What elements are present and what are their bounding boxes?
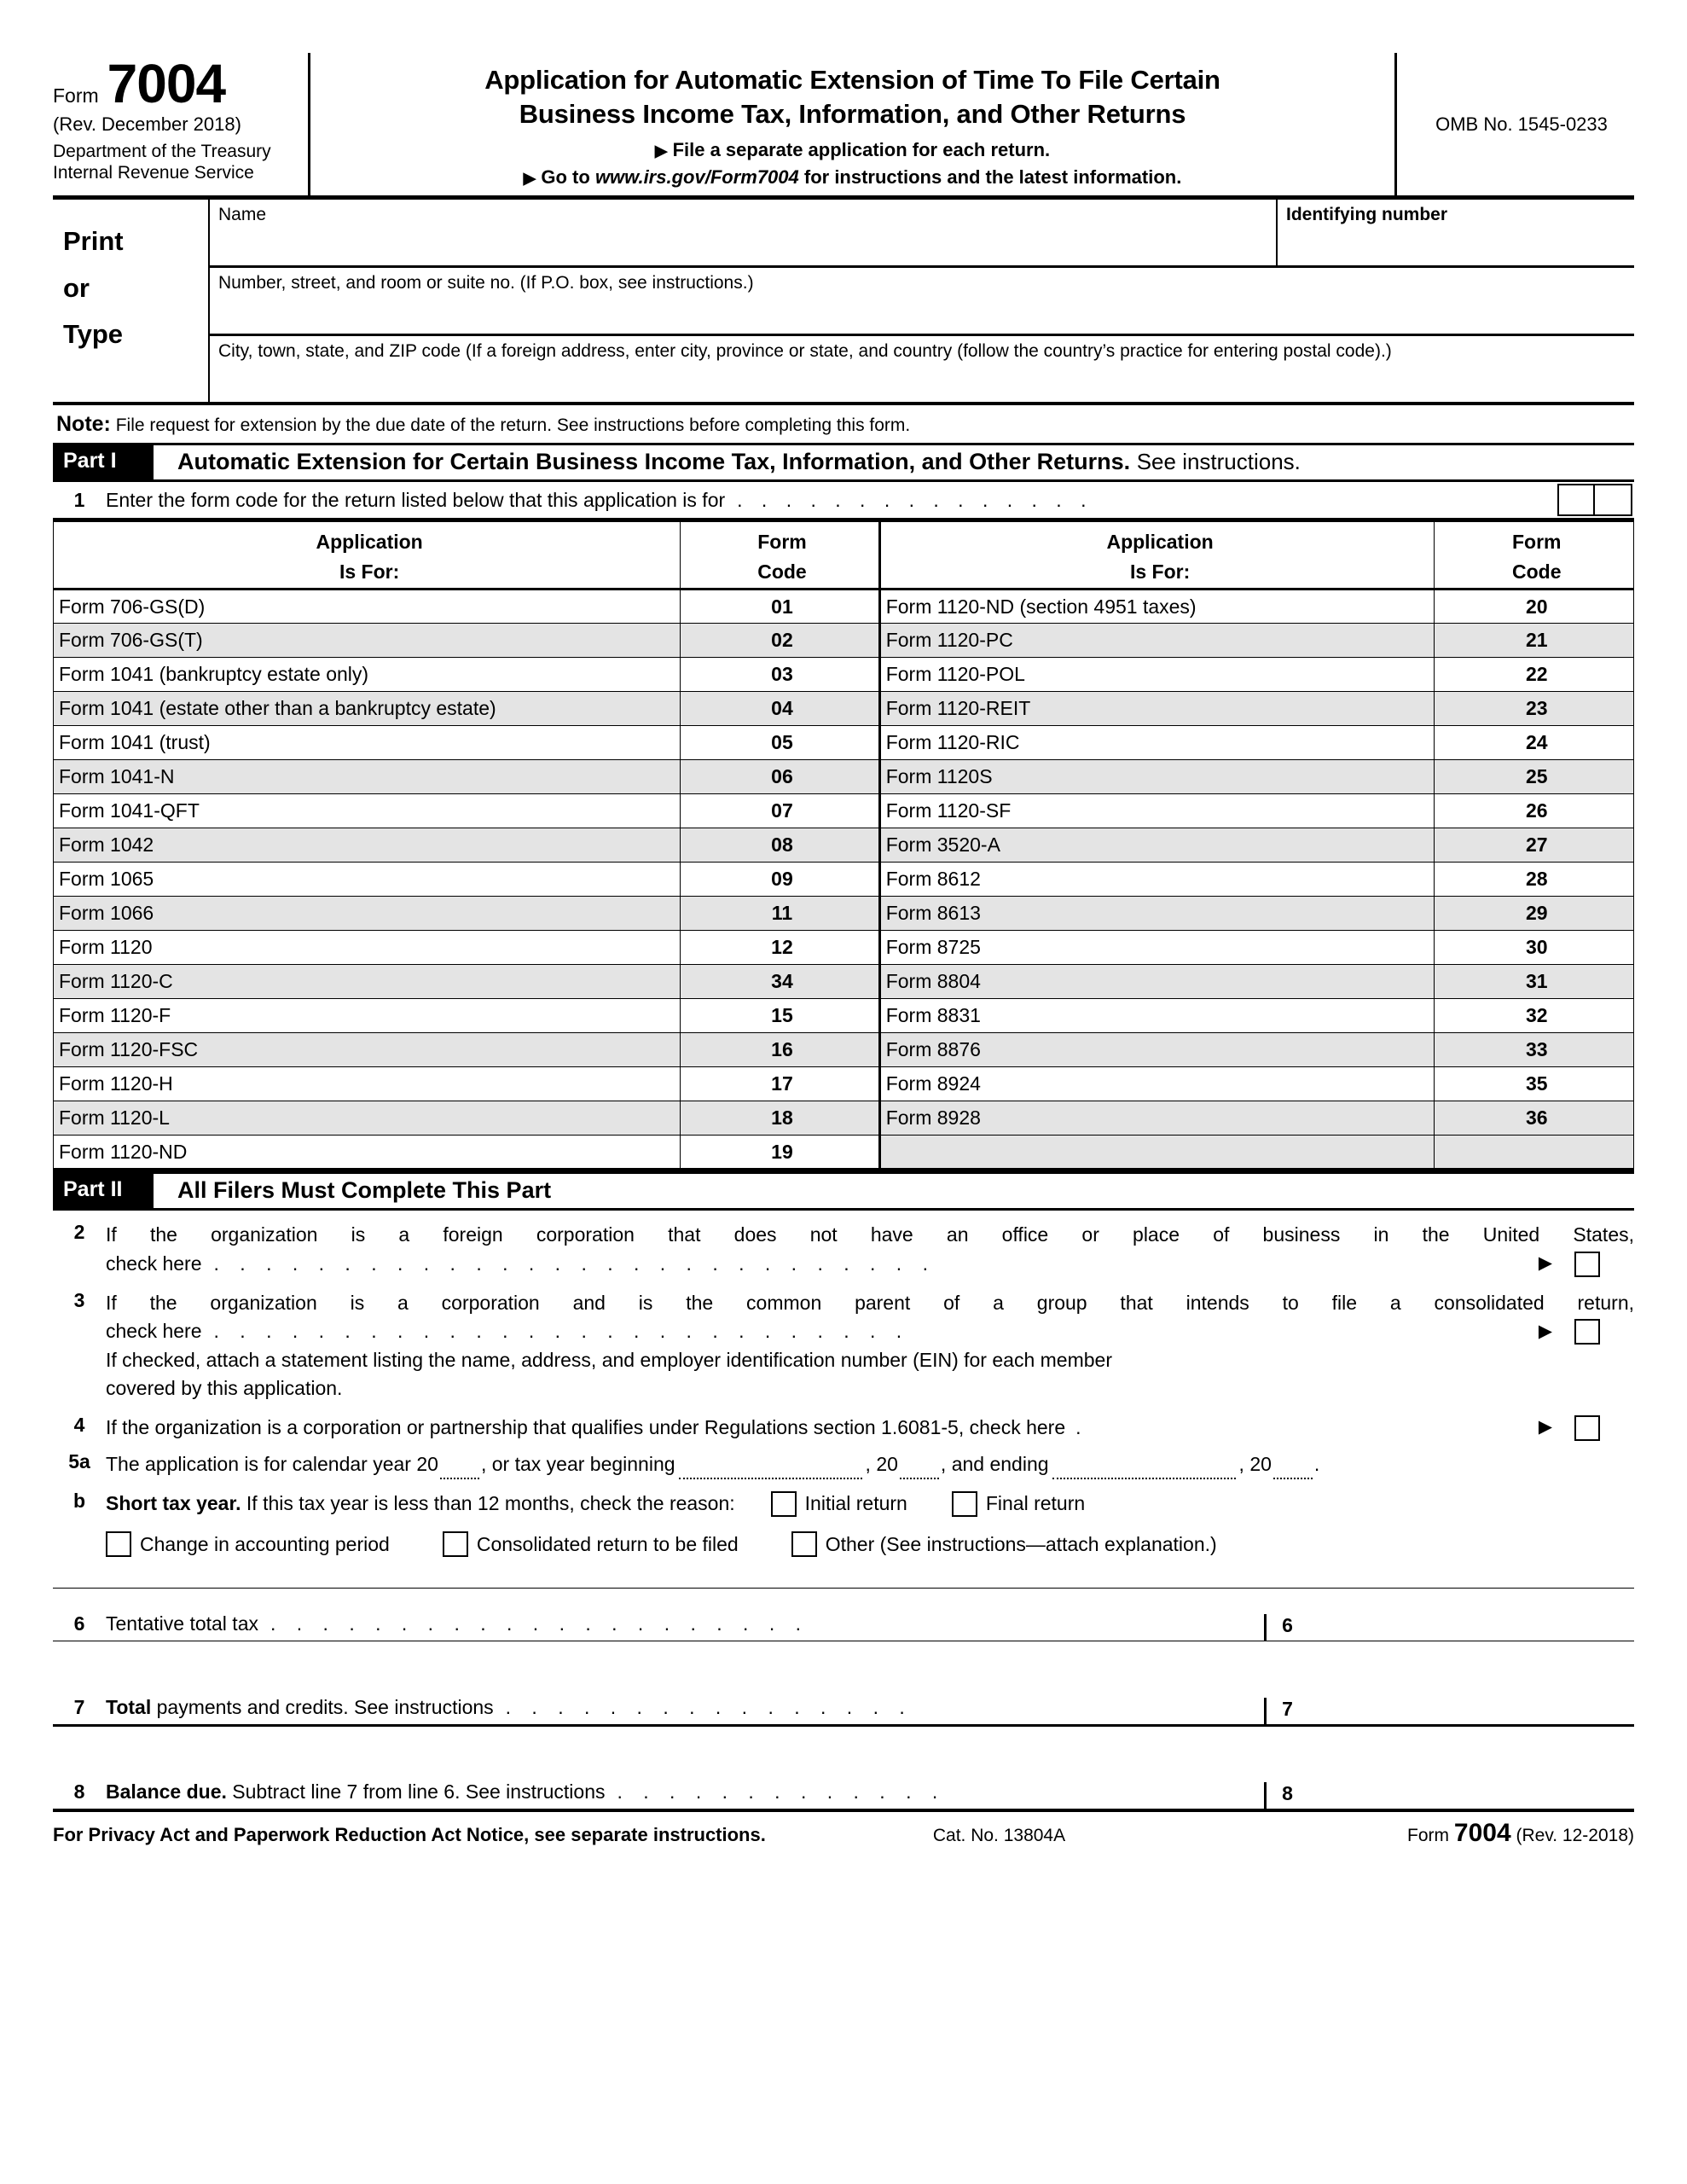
form-code-table-row <box>54 863 1634 897</box>
arrow-right-icon: ▶ <box>1538 1321 1552 1341</box>
code-row-code-left: 07 <box>681 794 879 828</box>
code-row-application-left: Form 706-GS(T) <box>54 624 681 658</box>
code-row-code-right: 32 <box>1435 999 1634 1033</box>
code-row-application-left: Form 1041 (estate other than a bankruptcy estate) <box>54 692 681 726</box>
line-6-label: Tentative total tax <box>106 1612 258 1635</box>
line-1-form-code-digit-1[interactable] <box>1557 484 1595 516</box>
form-code-table-row <box>54 692 1634 726</box>
code-row-application-right: Form 8831 <box>879 999 1435 1033</box>
city-state-zip-field[interactable] <box>210 336 1634 402</box>
line-7-label: payments and credits. See instructions <box>151 1696 494 1719</box>
code-row-code-left: 12 <box>681 931 879 965</box>
code-row-application-right: Form 8725 <box>879 931 1435 965</box>
irs-line: Internal Revenue Service <box>53 162 254 183</box>
form-code-table-row <box>54 965 1634 999</box>
header-application-left-line1: Application <box>316 531 423 554</box>
form-title-block <box>310 53 1397 195</box>
form-code-table-row <box>54 794 1634 828</box>
line-4-number: 4 <box>73 1413 85 1436</box>
header-application-right-line1: Application <box>1106 531 1214 554</box>
line-5a-begin-year-input[interactable] <box>900 1462 939 1479</box>
line-3-checkbox[interactable] <box>1574 1319 1600 1345</box>
line-7-label-wrap <box>106 1696 494 1719</box>
line-3-text: If the organization is a corporation and is the common parent of a group that intends to file a consolidated return, <box>106 1291 1634 1314</box>
footer-revision: (Rev. 12-2018) <box>1516 1826 1634 1846</box>
code-row-application-right: Form 1120-PC <box>879 624 1435 658</box>
line-1-form-code-digit-2[interactable] <box>1595 484 1632 516</box>
code-row-application-right: Form 8804 <box>879 965 1435 999</box>
code-row-code-left: 18 <box>681 1101 879 1136</box>
line-7-bold-label: Total <box>106 1696 152 1719</box>
code-row-application-right: Form 1120-SF <box>879 794 1435 828</box>
omb-number: OMB No. 1545-0233 <box>1435 113 1608 135</box>
code-row-application-right: Form 8612 <box>879 863 1435 897</box>
separate-application-notice <box>324 139 1381 161</box>
line-1-row <box>53 482 1634 521</box>
line-4-leader-dots: . <box>1075 1415 1089 1438</box>
form-code-table-body <box>54 590 1634 1170</box>
form-identity-block <box>53 53 310 195</box>
code-row-application-right: Form 1120-ND (section 4951 taxes) <box>879 590 1435 624</box>
form-header <box>53 53 1634 200</box>
code-row-application-right: Form 1120-RIC <box>879 726 1435 760</box>
line-5a-segment-1: The application is for calendar year 20 <box>106 1453 438 1476</box>
code-row-application-right: Form 1120S <box>879 760 1435 794</box>
line-5b-bold-label: Short tax year. <box>106 1491 241 1514</box>
code-row-code-right: 36 <box>1435 1101 1634 1136</box>
code-row-code-right: 35 <box>1435 1067 1634 1101</box>
code-row-application-left: Form 1120-ND <box>54 1136 681 1170</box>
code-row-code-left: 01 <box>681 590 879 624</box>
identifying-number-field[interactable] <box>1278 200 1634 265</box>
line-2-checkbox[interactable] <box>1574 1252 1600 1277</box>
form-footer <box>53 1812 1634 1848</box>
line-5b-initial-return-label: Initial return <box>804 1491 907 1514</box>
line-5b-number: b <box>72 1489 86 1512</box>
line-5a-end-year-input[interactable] <box>1273 1462 1313 1479</box>
line-5b-other-label: Other (See instructions—attach explanation.) <box>825 1532 1217 1555</box>
line-5b-final-return-checkbox[interactable] <box>952 1491 977 1517</box>
omb-block <box>1397 53 1634 195</box>
form-code-table-row <box>54 760 1634 794</box>
code-row-code-right: 22 <box>1435 658 1634 692</box>
code-row-code-right: 21 <box>1435 624 1634 658</box>
catalog-number: Cat. No. 13804A <box>932 1826 1066 1846</box>
line-3-note-line-2: covered by this application. <box>106 1377 343 1400</box>
form-code-table-row <box>54 828 1634 863</box>
note-label: Note: <box>56 412 111 437</box>
line-8-bold-label: Balance due. <box>106 1780 227 1804</box>
code-row-code-right: 24 <box>1435 726 1634 760</box>
code-row-application-left: Form 1041-N <box>54 760 681 794</box>
code-row-application-left: Form 1041-QFT <box>54 794 681 828</box>
line-3-note-line-1: If checked, attach a statement listing the name, address, and employer identification number (EIN) for each member <box>106 1348 1112 1371</box>
code-row-code-left: 06 <box>681 760 879 794</box>
form-code-table-row <box>54 624 1634 658</box>
line-8-label-wrap <box>106 1780 606 1804</box>
code-row-code-right: 31 <box>1435 965 1634 999</box>
line-5a-calendar-year-input[interactable] <box>440 1462 479 1479</box>
code-row-application-right: Form 3520-A <box>879 828 1435 863</box>
line-5b-final-return-label: Final return <box>985 1491 1086 1514</box>
line-2-text: If the organization is a foreign corporation that does not have an office or place of business in the United States, <box>106 1223 1634 1246</box>
line-5b-text: If this tax year is less than 12 months, check the reason: <box>246 1491 735 1514</box>
code-row-code-right: 33 <box>1435 1033 1634 1067</box>
part-1-header <box>53 445 1634 482</box>
street-address-field[interactable] <box>210 268 1634 334</box>
print-label: Print <box>63 226 124 257</box>
code-row-application-left: Form 1120-F <box>54 999 681 1033</box>
line-4-text: If the organization is a corporation or partnership that qualifies under Regulations section 1.6081-5, check here <box>106 1415 1066 1438</box>
code-row-code-right: 29 <box>1435 897 1634 931</box>
header-code-right-line1: Form <box>1511 531 1562 554</box>
part-1-title: Automatic Extension for Certain Business Income Tax, Information, and Other Returns. <box>177 449 1131 475</box>
form-title-line-1: Application for Automatic Extension of Time To File Certain <box>484 65 1220 95</box>
line-2-number: 2 <box>73 1221 85 1244</box>
code-row-application-right: Form 1120-POL <box>879 658 1435 692</box>
code-row-code-left: 08 <box>681 828 879 863</box>
line-8-number: 8 <box>73 1780 85 1804</box>
line-8-row <box>53 1727 1634 1812</box>
part-2-tag: Part II <box>53 1174 154 1208</box>
name-field-label: Name <box>218 205 267 225</box>
line-7-row <box>53 1641 1634 1727</box>
part-1-title-wrap <box>154 445 1301 479</box>
form-code-table-row <box>54 931 1634 965</box>
header-code-left <box>681 522 879 590</box>
type-label: Type <box>63 318 124 349</box>
line-5a-segment-3: , 20 <box>865 1453 898 1476</box>
code-row-code-left: 15 <box>681 999 879 1033</box>
line-7-box-number: 7 <box>1264 1698 1308 1724</box>
header-application-right <box>879 522 1435 590</box>
header-application-right-line2: Is For: <box>1129 560 1191 583</box>
code-row-code-right: 25 <box>1435 760 1634 794</box>
entity-information-block <box>53 200 1634 405</box>
header-application-left-line2: Is For: <box>339 560 400 583</box>
footer-form-identity <box>1407 1819 1634 1848</box>
code-row-application-left: Form 1120-C <box>54 965 681 999</box>
form-code-table-row <box>54 1067 1634 1101</box>
line-5b-change-accounting-period-checkbox[interactable] <box>106 1531 131 1557</box>
part-1-tag: Part I <box>53 445 154 479</box>
code-row-code-right: 30 <box>1435 931 1634 965</box>
line-1-form-code-input[interactable] <box>1557 484 1632 516</box>
code-row-code-right <box>1435 1136 1634 1170</box>
form-code-table-row <box>54 590 1634 624</box>
footer-form-number: 7004 <box>1453 1819 1511 1848</box>
note-row <box>53 405 1634 445</box>
line-5a-row <box>53 1442 1634 1479</box>
code-row-code-left: 19 <box>681 1136 879 1170</box>
form-code-table-row <box>54 1101 1634 1136</box>
code-row-code-left: 11 <box>681 897 879 931</box>
code-row-code-left: 05 <box>681 726 879 760</box>
code-row-code-right: 20 <box>1435 590 1634 624</box>
header-code-right <box>1435 522 1634 590</box>
line-5b-other-checkbox[interactable] <box>791 1531 817 1557</box>
line-3-number: 3 <box>73 1288 85 1311</box>
code-row-application-left: Form 1120-L <box>54 1101 681 1136</box>
entity-fields <box>208 200 1634 402</box>
line-3-row <box>53 1279 1634 1403</box>
line-5a-end-date-input[interactable] <box>1052 1462 1236 1479</box>
or-label: or <box>63 272 90 303</box>
line-3-leader-dots: . . . . . . . . . . . . . . . . . . . . . . . . . . . <box>213 1320 910 1343</box>
form-code-table-row <box>54 1033 1634 1067</box>
header-code-left-line1: Form <box>757 531 807 554</box>
code-row-application-right: Form 8876 <box>879 1033 1435 1067</box>
line-5a-segment-5: , 20 <box>1238 1453 1272 1476</box>
issuing-agency <box>53 142 299 184</box>
line-5a-segment-4: , and ending <box>940 1453 1049 1476</box>
code-row-code-right: 27 <box>1435 828 1634 863</box>
code-row-code-left: 16 <box>681 1033 879 1067</box>
line-1-leader-dots: . . . . . . . . . . . . . . . <box>737 488 1093 511</box>
line-7-leader-dots: . . . . . . . . . . . . . . . . <box>505 1696 913 1719</box>
line-5a-number: 5a <box>68 1450 90 1473</box>
header-application-left <box>54 522 681 590</box>
note-text: File request for extension by the due date of the return. See instructions before completing this form. <box>115 415 911 436</box>
form-code-table-row <box>54 726 1634 760</box>
code-row-code-right: 28 <box>1435 863 1634 897</box>
code-row-application-left: Form 1066 <box>54 897 681 931</box>
street-address-label: Number, street, and room or suite no. (If P.O. box, see instructions.) <box>218 273 754 293</box>
form-code-table-row <box>54 897 1634 931</box>
line-5b-change-accounting-period-label: Change in accounting period <box>140 1532 390 1555</box>
line-6-box-number: 6 <box>1264 1614 1308 1641</box>
code-row-application-left: Form 1120-H <box>54 1067 681 1101</box>
arrow-right-icon: ▶ <box>523 170 536 189</box>
name-field[interactable] <box>210 200 1278 265</box>
line-8-box-number: 8 <box>1264 1782 1308 1809</box>
code-row-code-left: 09 <box>681 863 879 897</box>
privacy-act-notice: For Privacy Act and Paperwork Reduction Act Notice, see separate instructions. <box>53 1824 766 1846</box>
code-row-application-left: Form 1120 <box>54 931 681 965</box>
line-6-leader-dots: . . . . . . . . . . . . . . . . . . . . . <box>270 1612 809 1635</box>
line-4-checkbox[interactable] <box>1574 1415 1600 1441</box>
form-revision-date: (Rev. December 2018) <box>53 113 241 135</box>
goto-website-notice <box>324 166 1381 189</box>
goto-suffix: for instructions and the latest information. <box>798 166 1182 189</box>
form-number: 7004 <box>107 53 226 114</box>
print-or-type-label <box>53 200 208 402</box>
department-treasury-line: Department of the Treasury <box>53 141 271 161</box>
footer-form-word: Form <box>1407 1826 1450 1846</box>
line-1-text: Enter the form code for the return listed below that this application is for <box>106 488 726 511</box>
code-row-application-left: Form 1065 <box>54 863 681 897</box>
code-row-code-left: 04 <box>681 692 879 726</box>
line-2-leader-dots: . . . . . . . . . . . . . . . . . . . . . . . . . . . . <box>213 1252 936 1275</box>
form-code-table-header-row <box>54 522 1634 590</box>
arrow-right-icon: ▶ <box>654 142 668 161</box>
tax-computation-block <box>53 1588 1634 1812</box>
form-code-table-row <box>54 1136 1634 1170</box>
form-code-table-row <box>54 658 1634 692</box>
part-2-header <box>53 1170 1634 1211</box>
line-5a-begin-date-input[interactable] <box>679 1462 862 1479</box>
line-6-number: 6 <box>73 1612 85 1635</box>
code-row-application-right: Form 8924 <box>879 1067 1435 1101</box>
line-5b-row <box>53 1479 1634 1559</box>
part-1-see-instructions: See instructions. <box>1136 449 1301 475</box>
line-5b-consolidated-return-checkbox[interactable] <box>443 1531 468 1557</box>
code-row-code-left: 03 <box>681 658 879 692</box>
form-word-label: Form <box>53 84 99 107</box>
header-code-left-line2: Code <box>757 560 807 583</box>
city-state-zip-label: City, town, state, and ZIP code (If a foreign address, enter city, province or state, and country (follow the country’s practice for entering postal code).) <box>218 341 1392 362</box>
code-row-application-left: Form 1120-FSC <box>54 1033 681 1067</box>
code-row-application-right: Form 1120-REIT <box>879 692 1435 726</box>
line-5a-segment-6: . <box>1313 1453 1320 1476</box>
form-code-table <box>53 521 1634 1170</box>
code-row-application-left: Form 1042 <box>54 828 681 863</box>
code-row-application-right: Form 8613 <box>879 897 1435 931</box>
goto-prefix: Go to <box>541 166 595 189</box>
line-8-leader-dots: . . . . . . . . . . . . . <box>617 1780 946 1804</box>
arrow-right-icon: ▶ <box>1538 1253 1552 1274</box>
code-row-code-left: 02 <box>681 624 879 658</box>
line-5b-consolidated-return-label: Consolidated return to be filed <box>476 1532 739 1555</box>
line-5b-initial-return-checkbox[interactable] <box>771 1491 797 1517</box>
code-row-application-left: Form 706-GS(D) <box>54 590 681 624</box>
form-title-line-2: Business Income Tax, Information, and Other Returns <box>519 98 1186 129</box>
code-row-code-left: 34 <box>681 965 879 999</box>
code-row-application-left: Form 1041 (bankruptcy estate only) <box>54 658 681 692</box>
code-row-code-left: 17 <box>681 1067 879 1101</box>
line-5a-segment-2: , or tax year beginning <box>480 1453 675 1476</box>
line-8-label: Subtract line 7 from line 6. See instructions <box>226 1780 606 1804</box>
line-1-number: 1 <box>73 488 85 511</box>
identifying-number-label: Identifying number <box>1286 205 1447 225</box>
line-7-number: 7 <box>73 1696 85 1719</box>
line-4-row <box>53 1403 1634 1443</box>
code-row-application-left: Form 1041 (trust) <box>54 726 681 760</box>
code-row-application-right <box>879 1136 1435 1170</box>
line-3-check-here-label: check here <box>106 1320 202 1343</box>
code-row-code-right: 23 <box>1435 692 1634 726</box>
form-code-table-row <box>54 999 1634 1033</box>
code-row-code-right: 26 <box>1435 794 1634 828</box>
code-row-application-right: Form 8928 <box>879 1101 1435 1136</box>
irs-url-link[interactable]: www.irs.gov/Form7004 <box>594 166 799 189</box>
line-2-check-here-label: check here <box>106 1252 202 1275</box>
line-6-row <box>53 1589 1634 1641</box>
separate-application-text: File a separate application for each return. <box>672 139 1051 161</box>
header-code-right-line2: Code <box>1511 560 1562 583</box>
part-2-title: All Filers Must Complete This Part <box>177 1177 552 1204</box>
arrow-right-icon: ▶ <box>1538 1417 1552 1438</box>
line-2-row <box>53 1211 1634 1278</box>
